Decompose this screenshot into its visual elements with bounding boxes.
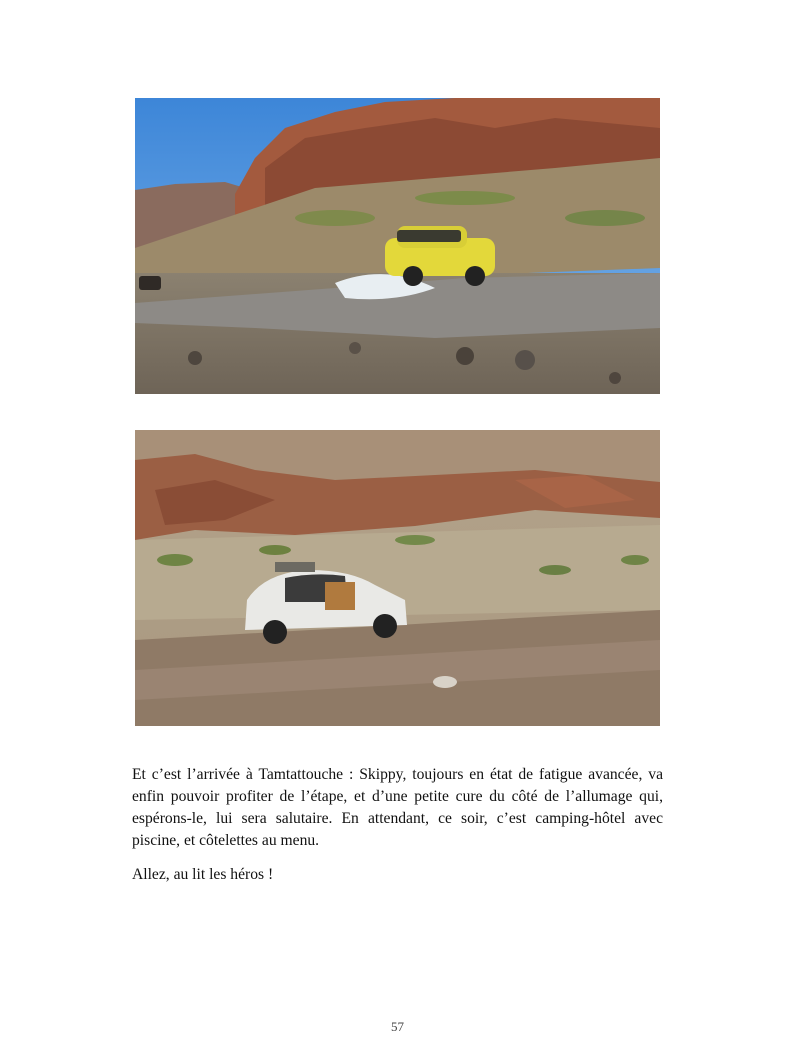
photo-2-illustration [135,430,660,726]
body-paragraph-2: Allez, au lit les héros ! [132,866,274,883]
photo-yellow-car-river-crossing [135,98,660,394]
photo-1-illustration [135,98,660,394]
photo-white-2cv-track [135,430,660,726]
body-paragraph-1: Et c’est l’arrivée à Tamtattouche : Skippy, toujours en état de fatigue avancée, va enfin pouvoir profiter de l’étape, et d’une petite cure du côté de l’allumage qui, espérons-le, lui sera salutaire. En attendant, ce soir, c’est camping-hôtel avec piscine, et côtelettes au menu. [132,766,663,849]
page-number: 57 [391,1019,404,1034]
